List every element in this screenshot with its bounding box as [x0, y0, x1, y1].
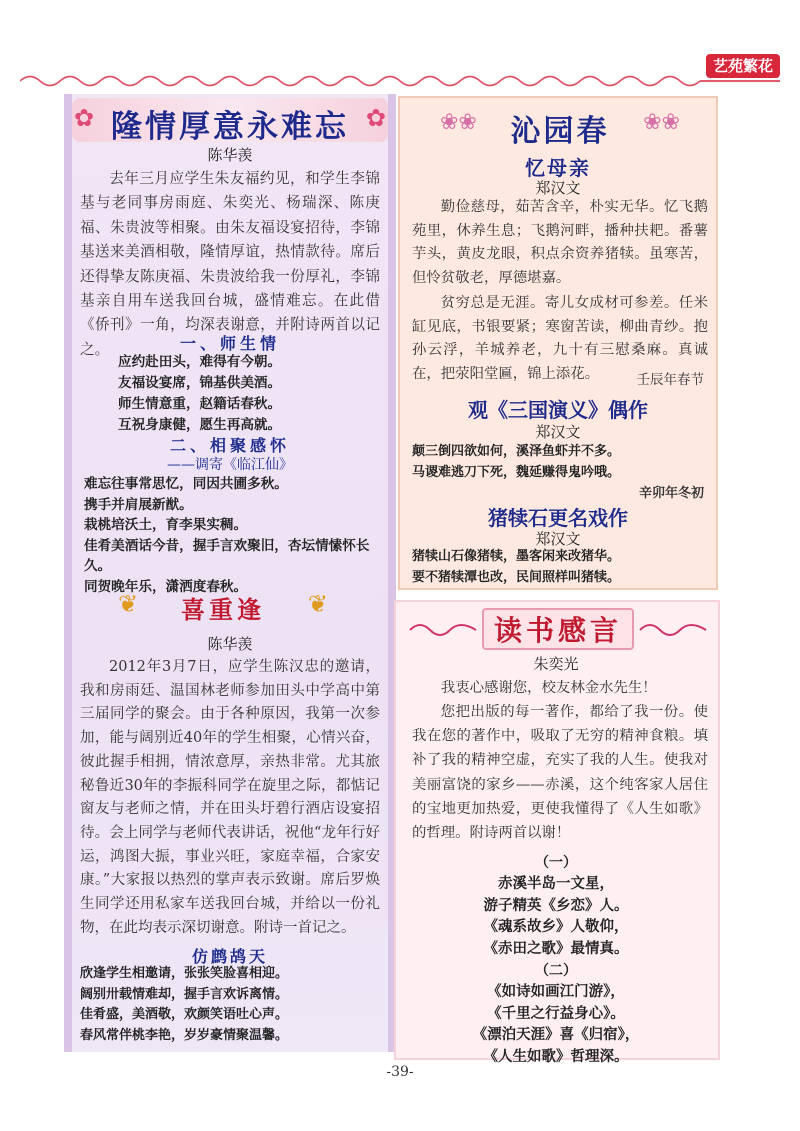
swirl-right-icon: [638, 620, 708, 640]
poem-line: 赤溪半岛一文星，: [498, 875, 614, 892]
poem3-title: 仿鹧鸪天: [191, 947, 268, 966]
poem-line: 《如诗如画江门游》，: [487, 983, 625, 1000]
reading-title: 读书感言: [482, 608, 634, 650]
flower-icon: ✿: [74, 104, 95, 132]
poem-line: 师生情意重，赵籍话春秋。: [118, 396, 282, 412]
decorative-border: [20, 72, 780, 90]
poem-line: 同贺晚年乐，潇洒度春秋。: [84, 578, 248, 595]
sanguo-poem-lines: [412, 441, 708, 483]
poem1-lines: [118, 352, 368, 436]
mother-poem-author: 郑汉文: [535, 179, 581, 197]
poem-line: 猪犊山石像猪犊，墨客闲来改猪华。: [412, 549, 621, 564]
poem-line: 《千里之行益身心》。: [487, 1004, 625, 1022]
poem-line: 携手并肩展新猷。: [84, 496, 193, 513]
mother-poem-signature: 壬辰年春节: [636, 372, 704, 388]
poem-line: 马谡难逃刀下死，魏延赚得鬼吟哦。: [412, 465, 621, 480]
left-author: 陈华羡: [207, 146, 253, 164]
poem-line: 佳肴盛，美酒敬，欢颜笑语吐心声。: [80, 1007, 289, 1022]
reading-paragraph-2: 您把出版的每一著作，都给了我一份。使我在您的著作中，吸取了无穷的精神食粮。填补了我的精神空虚，充实了我的人生。使我对美丽富饶的家乡——赤溪，这个纯客家人居住的宝地更加热爱，更使我懂得了《人生如歌》的哲理。附诗两首以谢！: [412, 704, 708, 842]
poem-line: 《赤田之歌》最情真。: [483, 939, 629, 957]
sanguo-poem-author: 郑汉文: [535, 423, 581, 441]
poem2-title: 二、相聚感怀: [169, 436, 290, 455]
poem-line: 应约赴田头，难得有今朝。: [118, 354, 282, 370]
poem2-subtitle: ——调寄《临江仙》: [167, 457, 293, 473]
flower-icon: ✿: [365, 104, 386, 132]
reading-author: 朱奕光: [533, 655, 579, 673]
poem-line: 佳肴美酒话今昔，握手言欢聚旧，杏坛情愫怀长久。: [84, 537, 370, 574]
left-title: 隆情厚意永难忘: [111, 109, 349, 145]
poem2-lines: [84, 474, 384, 597]
qinyuanchun-banner: [440, 104, 680, 149]
leaf-decoration-icon: ❦: [118, 590, 139, 618]
reunion-paragraph: 2012年3月7日，应学生陈汉忠的邀请，我和房雨廷、温国林老师参加田头中学高中第三届同学的聚会。由于各种原因，我第一次参加，能与阔别近40年的学生相聚，心情兴奋，彼此握手相拥，情浓意厚，亲热非常。尤其旅秘鲁近30年的李振科同学在旋里之际，都惦记窗友与老师之情，并在田头圩碧行酒店设宴招待。会上同学与老师代表讲话，祝他“龙年行好运，鸿图大振，事业兴旺，家庭幸福，合家安康。”大家报以热烈的掌声表示致谢。席后罗焕生同学还用私家车送我回台城，并给以一份礼物，在此均表示深切谢意。附诗一首记之。: [80, 659, 380, 936]
section-tag: 艺苑繁花: [706, 54, 780, 78]
poem-line: 互祝身康健，愿生再高就。: [118, 417, 282, 433]
reading-paragraph-1: 我衷心感谢您，校友林金水先生！: [440, 680, 657, 696]
poem-line: 颠三倒四欲如何，溪泽鱼虾并不多。: [412, 444, 621, 459]
reunion-title: 喜重逢: [181, 596, 265, 624]
poem-line: 游子精英《乡恋》人。: [483, 896, 629, 914]
leaf-decoration-icon: ❦: [307, 590, 328, 618]
poem-line: 难忘往事常思忆，同因共圃多秋。: [84, 476, 288, 492]
poem3-lines: [80, 964, 385, 1046]
reading-poem2-title: （二）: [535, 963, 577, 979]
mother-poem-title: 忆母亲: [525, 156, 591, 180]
poem-line: 《人生如歌》哲理深。: [483, 1047, 629, 1065]
poem-line: 栽桃培沃土，育李果实稠。: [84, 517, 248, 533]
poem-line: 友福设宴席，锦基供美酒。: [118, 375, 282, 391]
reading-poem1-title: （一）: [535, 855, 577, 871]
sanguo-poem-signature: 辛卯年冬初: [638, 486, 704, 501]
poem1-title: 一、师生情: [179, 334, 280, 353]
poem-line: 春风常伴桃李艳，岁岁豪情聚温馨。: [80, 1027, 289, 1043]
stone-poem-lines: [412, 546, 708, 588]
poem-line: 《魂系故乡》人敬仰，: [483, 918, 629, 935]
sanguo-poem-title: 观《三国演义》偶作: [468, 398, 648, 422]
poem-line: 要不猪犊潭也改，民间照样叫猪犊。: [412, 570, 621, 585]
flower-branch-icon: ❀❀: [440, 110, 477, 135]
poem-line: 《漂泊天涯》喜《归宿》，: [472, 1026, 640, 1043]
reunion-title-banner: [118, 588, 328, 624]
reading-poem2-lines: [398, 981, 714, 1067]
page-number: -39-: [386, 1064, 414, 1080]
reading-poem1-lines: [398, 873, 714, 959]
poem-line: 欣逢学生相邀请，张张笑脸喜相迎。: [80, 966, 289, 981]
left-title-banner: [72, 98, 388, 145]
flower-branch-icon: ❀❀: [643, 110, 680, 135]
qinyuanchun-title: 沁园春: [510, 114, 610, 149]
reading-title-banner: [408, 606, 708, 654]
reunion-author: 陈华羡: [207, 635, 253, 653]
stone-poem-title: 猪犊石更名戏作: [488, 506, 628, 530]
left-paragraph: 去年三月应学生朱友福约见，和学生李锦基与老同事房雨庭、朱奕光、杨瑞深、陈庚福、朱贵波等相聚。由朱友福设宴招待，李锦基送来美酒相敬，隆情厚谊，热情款待。席后还得挚友陈庚福、朱贵波给我一份厚礼，李锦基亲自用车送我回台城，盛情难忘。在此借《侨刊》一角，均深表谢意，并附诗两首以记之。: [80, 170, 380, 358]
mother-paragraph-1: 勤俭慈母，茹苦含辛，朴实无华。忆飞鹅苑里，休养生息；飞鹅河畔，播种扶耙。番薯芋头，黄皮龙眼，积点余资养猪犊。虽寒苦，但怜贫敬老，厚德堪嘉。: [412, 199, 708, 286]
stone-poem-author: 郑汉文: [535, 530, 581, 548]
mother-paragraph-2: 贫穷总是无涯。寄儿女成材可参差。任米缸见底，书银要紧；寒窗苦读，柳曲青纱。抱孙云浮，羊城养老，九十有三慰桑麻。真诚在，把荥阳堂匾，锦上添花。: [412, 295, 708, 382]
swirl-left-icon: [408, 620, 478, 640]
poem-line: 阔别卅载情难却，握手言欢诉离情。: [80, 986, 289, 1002]
